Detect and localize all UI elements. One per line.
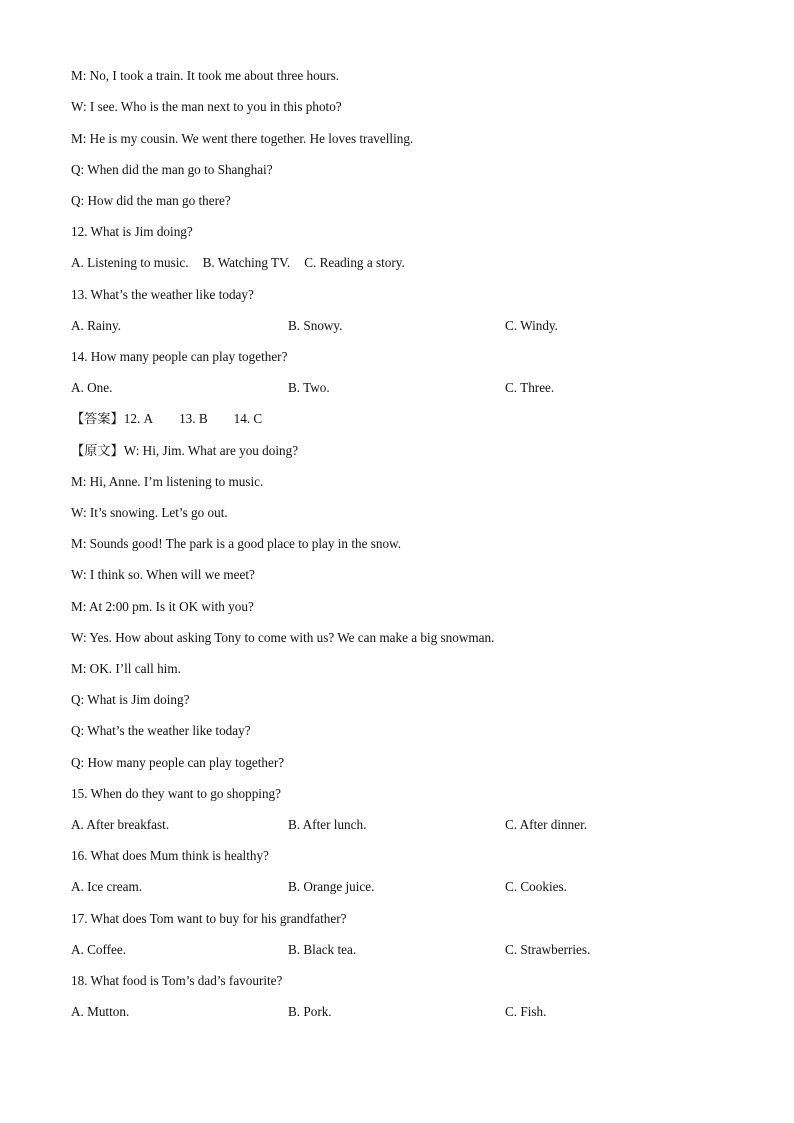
answer-12: 12. A xyxy=(123,411,154,426)
question-14: 14. How many people can play together? xyxy=(71,349,288,364)
dialogue-line: W: Yes. How about asking Tony to come with us? We can make a big snowman. xyxy=(71,630,495,645)
question-18: 18. What food is Tom’s dad’s favourite? xyxy=(71,973,283,988)
answer-13: 13. B xyxy=(179,411,208,426)
question-17: 17. What does Tom want to buy for his grandfather? xyxy=(71,911,347,926)
answer-label: 【答案】 xyxy=(71,411,124,426)
question-line: Q: How many people can play together? xyxy=(71,755,285,770)
question-12: 12. What is Jim doing? xyxy=(71,224,193,239)
dialogue-line: M: Hi, Anne. I’m listening to music. xyxy=(71,474,264,489)
dialogue-line: M: At 2:00 pm. Is it OK with you? xyxy=(71,599,254,614)
option-a: A. Mutton. xyxy=(71,1004,130,1019)
option-c: C. Fish. xyxy=(505,1004,547,1019)
option-a: A. Listening to music. xyxy=(71,255,189,270)
dialogue-line: M: Sounds good! The park is a good place to play in the snow. xyxy=(71,536,402,551)
dialogue-line: W: I think so. When will we meet? xyxy=(71,567,255,582)
question-12-options xyxy=(71,254,405,272)
question-15: 15. When do they want to go shopping? xyxy=(71,786,281,801)
answer-key xyxy=(71,410,262,428)
option-b: B. Snowy. xyxy=(288,318,343,333)
script-label: 【原文】 xyxy=(71,443,124,458)
dialogue-line: M: OK. I’ll call him. xyxy=(71,661,181,676)
option-c: C. Cookies. xyxy=(505,879,567,894)
question-13: 13. What’s the weather like today? xyxy=(71,287,254,302)
question-line: Q: What’s the weather like today? xyxy=(71,723,251,738)
option-a: A. Ice cream. xyxy=(71,879,143,894)
option-c: C. After dinner. xyxy=(505,817,588,832)
option-c: C. Three. xyxy=(505,380,555,395)
option-b: B. Black tea. xyxy=(288,942,357,957)
script-first-line xyxy=(71,442,298,460)
question-line: Q: How did the man go there? xyxy=(71,193,231,208)
dialogue-line: W: Hi, Jim. What are you doing? xyxy=(123,443,299,458)
dialogue-line: M: He is my cousin. We went there together. He loves travelling. xyxy=(71,131,414,146)
dialogue-line: W: It’s snowing. Let’s go out. xyxy=(71,505,228,520)
option-c: C. Windy. xyxy=(505,318,558,333)
question-line: Q: When did the man go to Shanghai? xyxy=(71,162,273,177)
option-c: C. Reading a story. xyxy=(304,255,405,270)
dialogue-line: W: I see. Who is the man next to you in this photo? xyxy=(71,99,342,114)
question-line: Q: What is Jim doing? xyxy=(71,692,190,707)
option-b: B. Two. xyxy=(288,380,330,395)
option-a: A. Coffee. xyxy=(71,942,127,957)
option-a: A. After breakfast. xyxy=(71,817,170,832)
option-a: A. One. xyxy=(71,380,113,395)
option-b: B. Watching TV. xyxy=(202,255,291,270)
answer-14: 14. C xyxy=(233,411,263,426)
option-b: B. After lunch. xyxy=(288,817,367,832)
option-b: B. Pork. xyxy=(288,1004,332,1019)
option-a: A. Rainy. xyxy=(71,318,122,333)
dialogue-line: M: No, I took a train. It took me about three hours. xyxy=(71,68,340,83)
question-16: 16. What does Mum think is healthy? xyxy=(71,848,269,863)
option-b: B. Orange juice. xyxy=(288,879,375,894)
option-c: C. Strawberries. xyxy=(505,942,591,957)
